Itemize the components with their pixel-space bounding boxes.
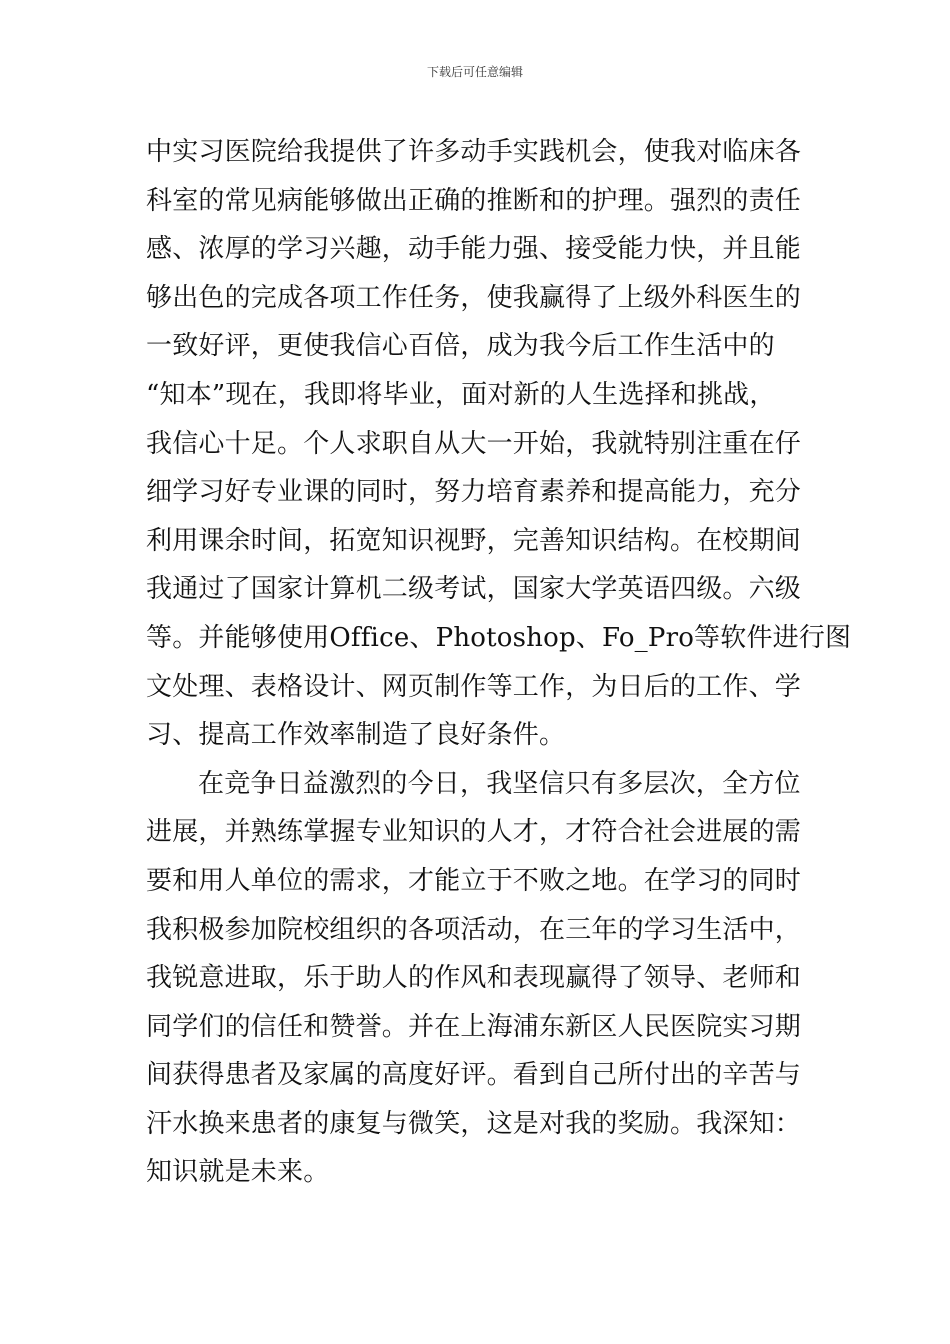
text-line: 一致好评，更使我信心百倍，成为我今后工作生活中的 [146, 331, 775, 362]
text-line: 同学们的信任和赞誉。并在上海浦东新区人民医院实习期 [146, 1011, 802, 1042]
text-line: 我信心十足。个人求职自从大一开始，我就特别注重在仔 [146, 428, 802, 459]
text-line: 利用课余时间，拓宽知识视野，完善知识结构。在校期间 [146, 525, 802, 556]
text-line: 要和用人单位的需求，才能立于不败之地。在学习的同时 [146, 865, 802, 896]
page-header: 下载后可任意编辑 [426, 65, 523, 79]
text-line: “知本”现在，我即将毕业，面对新的人生选择和挑战， [146, 379, 776, 410]
text-line: 科室的常见病能够做出正确的推断和的护理。强烈的责任 [146, 185, 802, 216]
paragraph-1 [146, 128, 852, 760]
text-line: 中实习医院给我提供了许多动手实践机会，使我对临床各 [146, 137, 802, 167]
text-line: 感、浓厚的学习兴趣，动手能力强、接受能力快，并且能 [146, 234, 802, 265]
text-line: 我通过了国家计算机二级考试，国家大学英语四级。六级 [146, 574, 802, 605]
text-line: 间获得患者及家属的高度好评。看到自己所付出的辛苦与 [146, 1060, 802, 1091]
text-line: 进展，并熟练掌握专业知识的人才，才符合社会进展的需 [146, 817, 802, 848]
text-line: 文处理、表格设计、网页制作等工作，为日后的工作、学 [146, 671, 802, 702]
text-line: 够出色的完成各项工作任务，使我赢得了上级外科医生的 [146, 282, 802, 313]
text-line: 我锐意进取，乐于助人的作风和表现赢得了领导、老师和 [146, 963, 802, 994]
text-line: 习、提高工作效率制造了良好条件。 [146, 720, 566, 751]
text-line: 知识就是未来。 [146, 1157, 330, 1188]
text-line: 汗水换来患者的康复与微笑，这是对我的奖励。我深知： [146, 1108, 802, 1139]
body-text [146, 128, 852, 1197]
text-line: 在竞争日益激烈的今日，我坚信只有多层次，全方位 [198, 768, 801, 799]
text-line: 等。并能够使用Office、Photoshop、Fo_Pro等软件进行图 [146, 622, 852, 653]
text-line: 我积极参加院校组织的各项活动，在三年的学习生活中， [146, 914, 802, 945]
text-line: 细学习好专业课的同时，努力培育素养和提高能力，充分 [146, 477, 802, 508]
paragraph-2 [146, 760, 806, 1197]
